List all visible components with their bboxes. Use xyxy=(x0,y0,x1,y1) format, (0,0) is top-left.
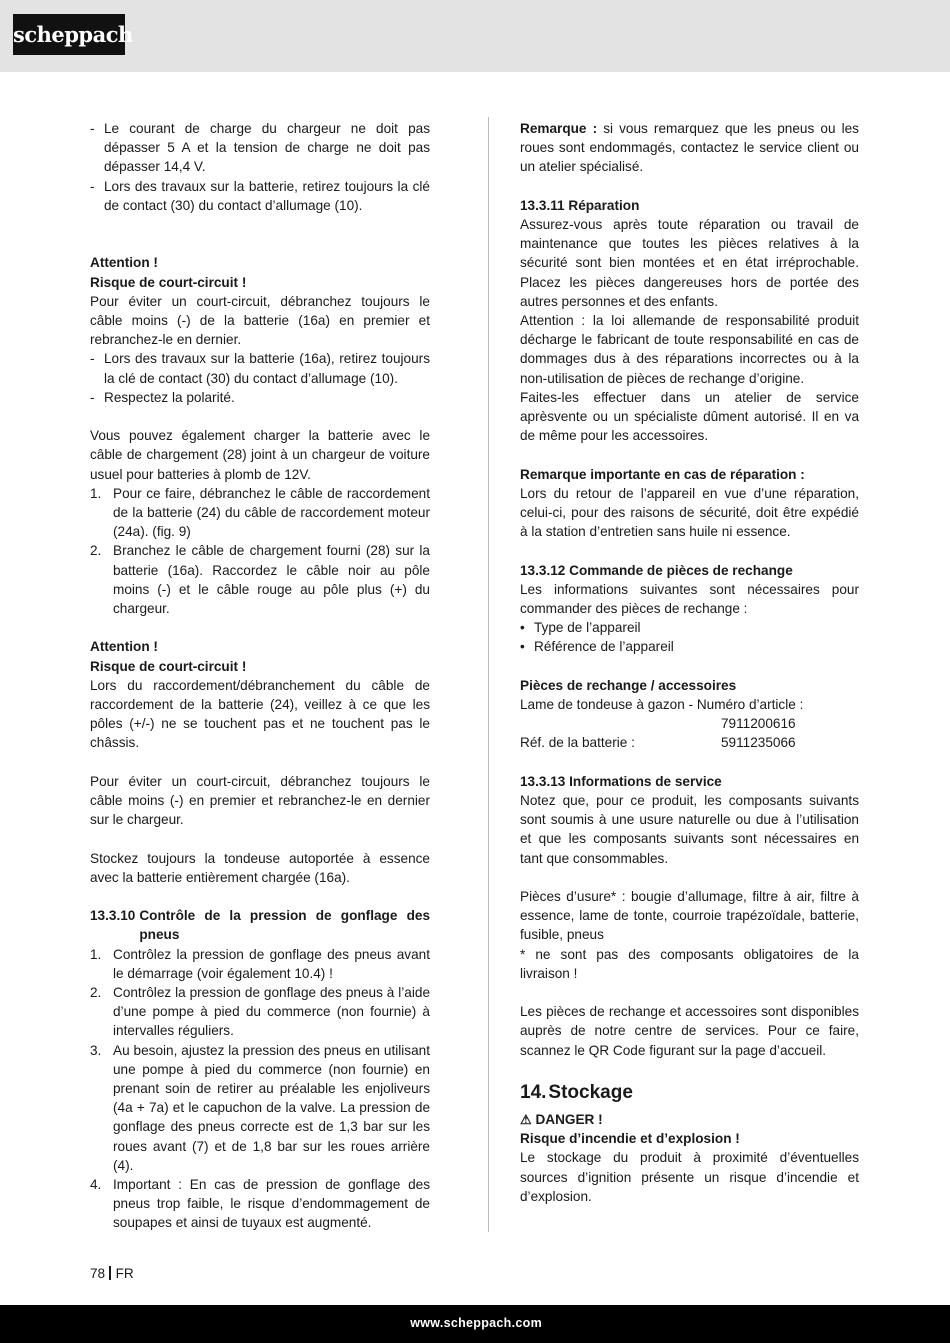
warning-text: Lors du raccordement/débranchement du câble de raccordement de la batterie (24), veillez à ce que les pôles (+/-) ne se touchent pas et ne touchent pas le châssis. xyxy=(90,677,430,751)
list-item: - Le courant de charge du chargeur ne doit pas dépasser 5 A et la tension de charge ne doit pas dépasser 14,4 V. xyxy=(90,119,430,177)
service-paragraph: Notez que, pour ce produit, les composants suivants sont soumis à une usure naturelle ou due à l’utilisation et que les composants suivants sont nécessaires en tant que consommables. xyxy=(520,793,859,866)
parts-heading: Pièces de rechange / accessoires xyxy=(520,677,737,693)
list-item: - Respectez la polarité. xyxy=(90,388,430,407)
storage-paragraph: Stockez toujours la tondeuse autoportée à essence avec la batterie entièrement chargée (16a). xyxy=(90,850,430,885)
battery-label: Réf. de la batterie : xyxy=(520,735,635,751)
header-band xyxy=(0,0,950,72)
blade-number: 7911200616 xyxy=(721,716,796,732)
website-url: www.scheppach.com xyxy=(410,1316,542,1330)
page-number: 78 xyxy=(90,1266,106,1281)
remark-paragraph: Remarque : si vous remarquez que les pneus ou les roues sont endommagés, contactez le service client ou un atelier spécialisé. xyxy=(520,121,859,175)
page-footer xyxy=(90,1265,134,1283)
language-code: FR xyxy=(115,1266,134,1281)
list-item: 3. Au besoin, ajustez la pression des pneus en utilisant une pompe à pied du commerce (non fournie) en prenant soin de retirer au préalable les enjoliveurs (4a + 7a) et le capuchon de la valve. La pression de gonflage des pneus correcte est de 1,3 bar sur les roues avant (7) et de 1,8 bar sur les roues arrière (4). xyxy=(90,1042,430,1173)
section-heading-1312: 13.3.12 Commande de pièces de rechange xyxy=(520,562,793,578)
list-item: • Référence de l’appareil xyxy=(520,637,859,656)
list-item: 4. Important : En cas de pression de gonflage des pneus trop faible, le risque d’endommagement de soupapes et ainsi de tuyaux est augmenté. xyxy=(90,1177,430,1231)
warning-subtitle: Risque de court-circuit ! xyxy=(90,274,247,290)
footnote: * ne sont pas des composants obligatoires de la livraison ! xyxy=(520,946,859,981)
list-item: - Lors des travaux sur la batterie, retirez toujours la clé de contact (30) du contact d’allumage (10). xyxy=(90,177,430,215)
danger-label: ⚠ DANGER ! xyxy=(520,1112,603,1128)
scheppach-logo: scheppach xyxy=(13,14,125,55)
chapter-heading-14: 14. Stockage xyxy=(520,1082,633,1104)
bottom-band xyxy=(0,1305,950,1343)
section-heading-1311: 13.3.11 Réparation xyxy=(520,197,640,213)
list-item: 2. Contrôlez la pression de gonflage des pneus à l’aide d’une pompe à pied du commerce (non fournie) à intervalles réguliers. xyxy=(90,985,430,1039)
blade-label: Lame de tondeuse à gazon - Numéro d’article : xyxy=(520,697,804,713)
spare-parts-paragraph: Les pièces de rechange et accessoires sont disponibles auprès de notre centre de services. Pour ce faire, scannez le QR Code figurant sur la page d’accueil. xyxy=(520,1004,859,1058)
list-item: - Lors des travaux sur la batterie (16a), retirez toujours la clé de contact (30) du contact d’allumage (10). xyxy=(90,349,430,387)
left-column xyxy=(90,119,430,1233)
order-paragraph: Les informations suivantes sont nécessaires pour commander des pièces de rechange : xyxy=(520,581,859,617)
column-divider xyxy=(488,117,489,1232)
right-column xyxy=(520,119,859,1206)
wear-parts-paragraph: Pièces d’usure* : bougie d’allumage, filtre à air, filtre à essence, lame de tonte, courroie trapézoïdale, batterie, fusible, pneus xyxy=(520,889,859,943)
warning-subtitle: Risque de court-circuit ! xyxy=(90,658,247,674)
section-heading-1313: 13.3.13 Informations de service xyxy=(520,773,722,789)
list-item: 2. Branchez le câble de chargement fourni (28) sur la batterie (16a). Raccordez le câble noir au pôle moins (-) et le câble rouge au pôle plus (+) du chargeur. xyxy=(90,543,430,617)
battery-row xyxy=(520,733,859,752)
blade-number-row xyxy=(520,714,859,733)
important-remark-heading: Remarque importante en cas de réparation : xyxy=(520,466,805,482)
important-remark-text: Lors du retour de l’appareil en vue d’une réparation, celui-ci, pour des raisons de sécurité, doit être expédié à la station d’entretien sans huile ni essence. xyxy=(520,485,859,540)
separator-bar xyxy=(109,1266,111,1280)
warning-title: Attention ! xyxy=(90,639,158,655)
warning-title: Attention ! xyxy=(90,255,158,271)
warning-text: Pour éviter un court-circuit, débranchez toujours le câble moins (-) de la batterie (16a) en premier et rebranchez-le en dernier. xyxy=(90,293,430,348)
battery-number: 5911235066 xyxy=(721,735,796,751)
risk-label: Risque d’incendie et d’explosion ! xyxy=(520,1131,740,1147)
charge-paragraph: Vous pouvez également charger la batterie avec le câble de chargement (28) joint à un chargeur de voiture usuel pour batteries à plomb de 12V. xyxy=(90,428,430,482)
warning-triangle-icon: ⚠ xyxy=(520,1112,532,1128)
repair-paragraph: Faites-les effectuer dans un atelier de service aprèsvente ou un spécialiste dûment autorisé. Il en va de même pour les accessoires. xyxy=(520,389,859,444)
list-item: • Type de l’appareil xyxy=(520,618,859,637)
repair-paragraph: Assurez-vous après toute réparation ou travail de maintenance que toutes les pièces relatives à la sécurité sont bien montées et en état irréprochable. Placez les pièces dangereuses hors de portée des autres personnes et des enfants. xyxy=(520,217,859,309)
short-circuit-paragraph: Pour éviter un court-circuit, débranchez toujours le câble moins (-) en premier et rebranchez-le en dernier sur le chargeur. xyxy=(90,773,430,828)
storage-danger-paragraph: Le stockage du produit à proximité d’éventuelles sources d’ignition présente un risque d’incendie et d’explosion. xyxy=(520,1150,859,1204)
section-heading-1310: 13.3.10 Contrôle de la pression de gonflage des pneus xyxy=(90,908,430,943)
list-item: 1. Contrôlez la pression de gonflage des pneus avant le démarrage (voir également 10.4) ! xyxy=(90,946,430,981)
list-item: 1. Pour ce faire, débranchez le câble de raccordement de la batterie (24) du câble de raccordement moteur (24a). (fig. 9) xyxy=(90,485,430,540)
repair-paragraph: Attention : la loi allemande de responsabilité produit décharge le fabricant de toute responsabilité en cas de dommages dus à des réparations incorrectes ou à la non-utilisation de pièces de rechange d’origine. xyxy=(520,313,859,386)
